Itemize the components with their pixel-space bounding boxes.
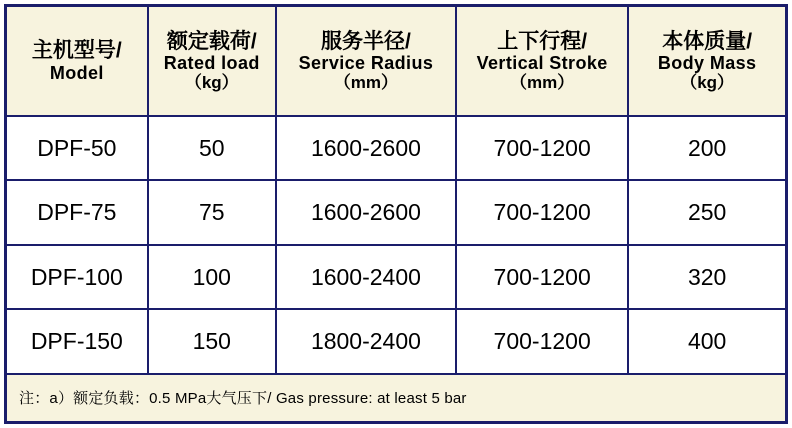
column-header-body-mass-unit: （kg） [680, 73, 735, 93]
cell-rated-load: 150 [148, 309, 276, 373]
table-row [6, 180, 787, 244]
column-header-rated-load [148, 6, 276, 117]
column-header-rated-load-en: Rated load [163, 53, 260, 74]
cell-model: DPF-100 [6, 245, 148, 309]
column-header-model [6, 6, 148, 117]
table-row [6, 116, 787, 180]
column-header-body-mass [628, 6, 786, 117]
column-header-rated-load-unit: （kg） [184, 73, 239, 93]
column-header-service-radius-cn: 服务半径/ [321, 29, 411, 53]
cell-model: DPF-50 [6, 116, 148, 180]
cell-model: DPF-75 [6, 180, 148, 244]
column-header-vertical-stroke-cn: 上下行程/ [497, 29, 588, 53]
column-header-rated-load-cn: 额定载荷/ [166, 29, 257, 53]
table-note-text: 注：a）额定负载：0.5 MPa大气压下/ Gas pressure: at least 5 bar [19, 390, 467, 408]
column-header-vertical-stroke-en: Vertical Stroke [476, 53, 608, 74]
table-row [6, 245, 787, 309]
specification-table [4, 4, 788, 424]
cell-body-mass: 320 [628, 245, 786, 309]
column-header-vertical-stroke [456, 6, 628, 117]
cell-service-radius: 1800-2400 [276, 309, 456, 373]
cell-body-mass: 250 [628, 180, 786, 244]
cell-rated-load: 50 [148, 116, 276, 180]
table-header-row [6, 6, 787, 117]
cell-vertical-stroke: 700-1200 [456, 245, 628, 309]
column-header-model-cn: 主机型号/ [31, 39, 122, 63]
table-note-row [6, 374, 787, 423]
cell-model: DPF-150 [6, 309, 148, 373]
table-note-cell [6, 374, 787, 423]
cell-body-mass: 200 [628, 116, 786, 180]
cell-rated-load: 75 [148, 180, 276, 244]
cell-vertical-stroke: 700-1200 [456, 309, 628, 373]
column-header-body-mass-en: Body Mass [657, 53, 757, 74]
column-header-service-radius-unit: （mm） [333, 73, 399, 93]
cell-rated-load: 100 [148, 245, 276, 309]
column-header-service-radius-en: Service Radius [298, 53, 434, 74]
cell-body-mass: 400 [628, 309, 786, 373]
table-row [6, 309, 787, 373]
cell-service-radius: 1600-2600 [276, 180, 456, 244]
cell-service-radius: 1600-2600 [276, 116, 456, 180]
cell-service-radius: 1600-2400 [276, 245, 456, 309]
column-header-service-radius [276, 6, 456, 117]
column-header-body-mass-cn: 本体质量/ [662, 29, 753, 53]
column-header-vertical-stroke-unit: （mm） [510, 73, 575, 93]
cell-vertical-stroke: 700-1200 [456, 180, 628, 244]
cell-vertical-stroke: 700-1200 [456, 116, 628, 180]
column-header-model-en: Model [49, 62, 104, 83]
